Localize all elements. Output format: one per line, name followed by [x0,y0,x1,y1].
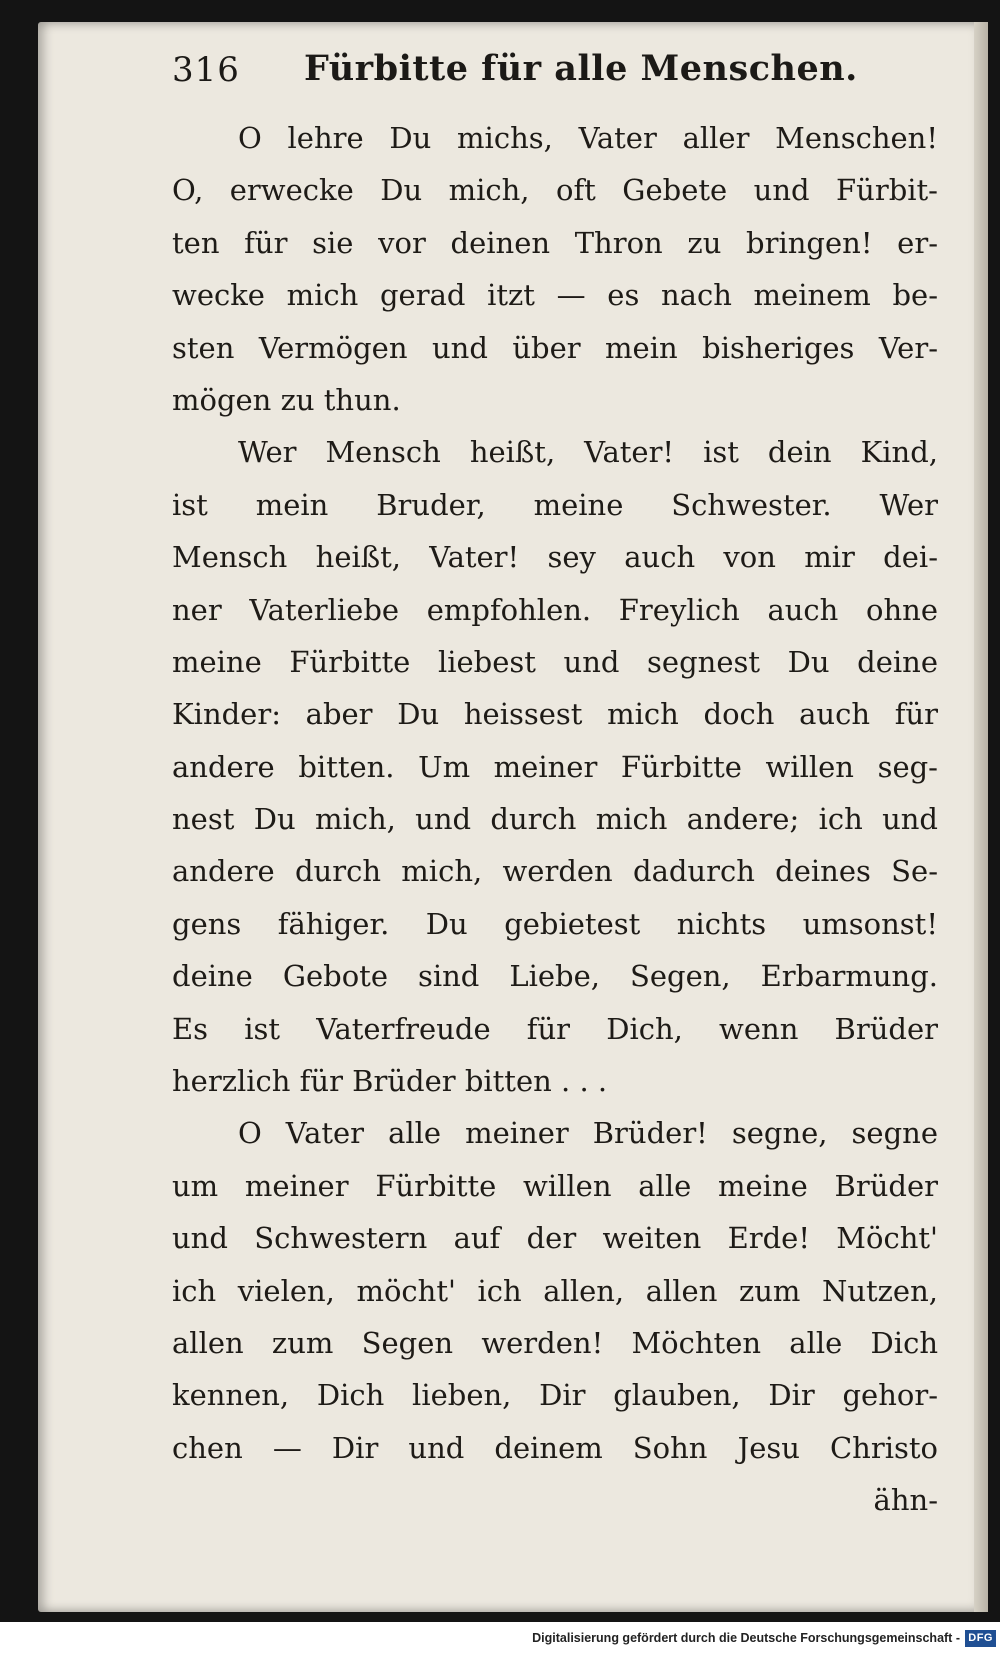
page-edge [974,22,988,1612]
page-header [172,44,932,104]
text-line: andere bitten. Um meiner Fürbitte willen seg- [172,749,938,784]
text-line: herzlich für Brüder bitten . . . [172,1064,608,1099]
text-line: nest Du mich, und durch mich andere; ich und [172,802,938,837]
text-line: deine Gebote sind Liebe, Segen, Erbarmung. [172,959,938,994]
funding-credit: Digitalisierung gefördert durch die Deutsche Forschungsgemeinschaft - [532,1631,960,1645]
text-line: Kinder: aber Du heissest mich doch auch für [172,697,938,732]
text-line: ich vielen, möcht' ich allen, allen zum Nutzen, [172,1273,938,1308]
text-line: kennen, Dich lieben, Dir glauben, Dir gehor- [172,1378,938,1413]
text-line: Wer Mensch heißt, Vater! ist dein Kind, [238,435,938,470]
text-line: Mensch heißt, Vater! sey auch von mir dei- [172,540,938,575]
text-line: meine Fürbitte liebest und segnest Du deine [172,644,938,679]
page-number: 316 [172,50,240,90]
text-line: chen — Dir und deinem Sohn Jesu Christo [172,1430,938,1465]
text-line: andere durch mich, werden dadurch deines Se- [172,854,938,889]
text-line: mögen zu thun. [172,382,401,417]
text-line: sten Vermögen und über mein bisheriges Ver- [172,330,938,365]
text-line: ner Vaterliebe empfohlen. Freylich auch ohne [172,592,938,627]
text-line: ten für sie vor deinen Thron zu bringen! er- [172,225,938,260]
text-line: O, erwecke Du mich, oft Gebete und Fürbit- [172,173,938,208]
dfg-logo: DFG [965,1630,996,1647]
running-head: Fürbitte für alle Menschen. [304,48,858,89]
text-line: O Vater alle meiner Brüder! segne, segne [238,1116,938,1151]
text-line: gens fähiger. Du gebietest nichts umsonst! [172,906,938,941]
body-text [172,112,938,1527]
footer-bar [0,1622,1000,1657]
text-line: ist mein Bruder, meine Schwester. Wer [172,487,938,522]
catchword: ähn- [873,1483,938,1518]
text-line: wecke mich gerad itzt — es nach meinem be- [172,278,938,313]
text-line: allen zum Segen werden! Möchten alle Dich [172,1325,938,1360]
text-line: Es ist Vaterfreude für Dich, wenn Brüder [172,1011,938,1046]
text-line: um meiner Fürbitte willen alle meine Brüder [172,1168,938,1203]
text-line: und Schwestern auf der weiten Erde! Möcht' [172,1221,938,1256]
text-line: O lehre Du michs, Vater aller Menschen! [238,121,938,155]
